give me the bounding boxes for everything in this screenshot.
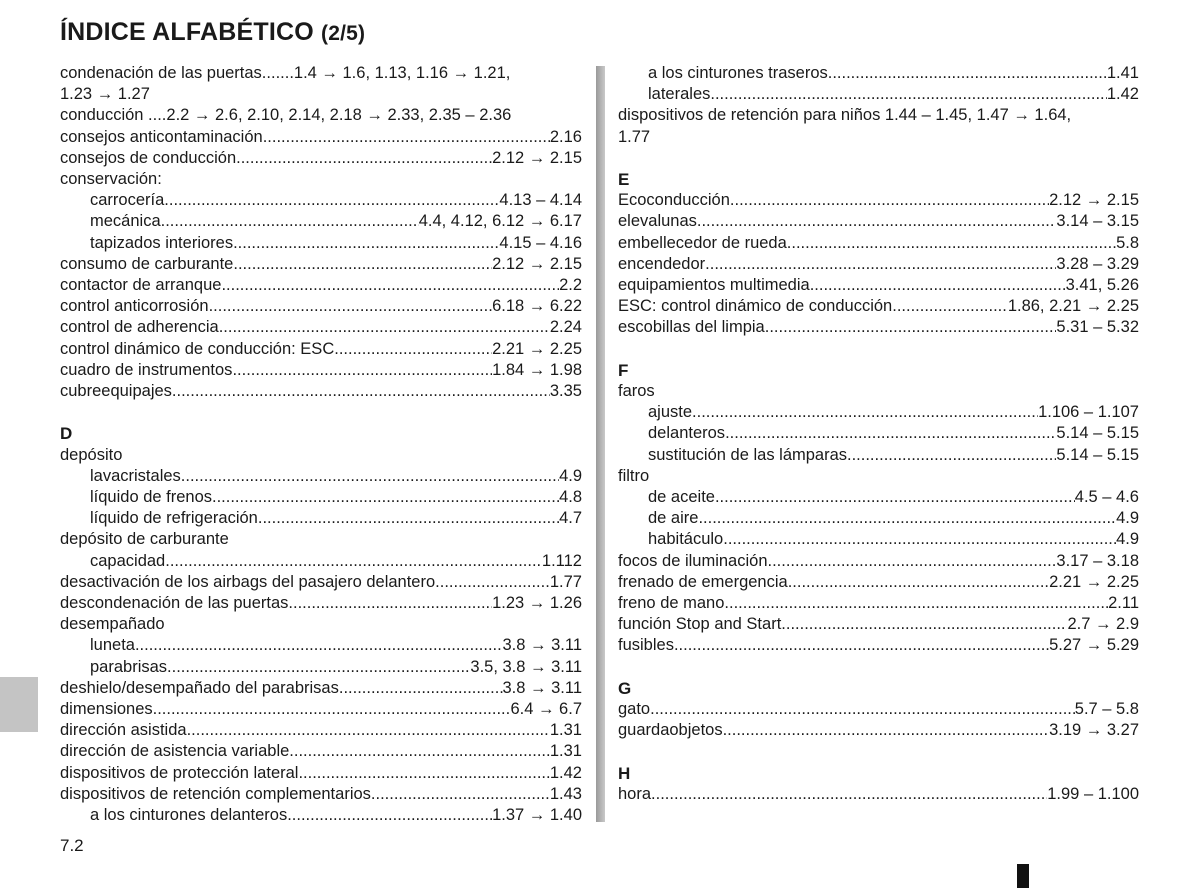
entry-label: contactor de arranque xyxy=(60,276,222,295)
index-entry xyxy=(60,254,582,275)
entry-pages: 1.31 xyxy=(549,742,582,761)
print-mark xyxy=(1017,864,1029,888)
index-entry xyxy=(618,275,1139,296)
dot-leader xyxy=(723,529,1116,550)
entry-pages: 1.106 – 1.107 xyxy=(1038,403,1139,422)
entry-label: líquido de refrigeración xyxy=(90,509,258,528)
entry-pages: 1.42 xyxy=(1106,85,1139,104)
entry-pages: 2.12 → 2.15 xyxy=(1049,191,1139,210)
entry-label: delanteros xyxy=(648,424,726,443)
index-subentry xyxy=(60,805,582,826)
dot-leader xyxy=(723,720,1050,741)
index-entry xyxy=(60,572,582,593)
entry-label: carrocería xyxy=(90,191,165,210)
entry-label: dispositivos de protección lateral xyxy=(60,763,299,782)
entry-pages: 1.86, 2.21 → 2.25 xyxy=(1007,297,1139,316)
entry-label: luneta xyxy=(90,636,135,655)
index-entry xyxy=(618,296,1139,317)
index-heading: depósito xyxy=(60,445,123,464)
dot-leader xyxy=(651,784,1047,805)
entry-label: tapizados interiores xyxy=(90,233,234,252)
index-subentry xyxy=(60,190,582,211)
entry-pages: 1.77 xyxy=(549,572,582,591)
index-entry xyxy=(618,635,1139,656)
entry-pages: 2.21 → 2.25 xyxy=(492,339,582,358)
dot-leader xyxy=(788,572,1049,593)
dot-leader xyxy=(435,572,550,593)
index-heading: desempañado xyxy=(60,615,165,634)
entry-label: líquido de frenos xyxy=(90,488,213,507)
dot-leader xyxy=(219,317,550,338)
entry-label: dimensiones xyxy=(60,700,153,719)
section-letter: H xyxy=(618,763,631,783)
dot-leader xyxy=(810,275,1066,296)
entry-label: deshielo/desempañado del parabrisas xyxy=(60,678,339,697)
entry-pages: 3.19 → 3.27 xyxy=(1049,721,1139,740)
entry-pages: 3.17 – 3.18 xyxy=(1056,551,1139,570)
dot-leader xyxy=(233,233,499,254)
entry-pages: 5.14 – 5.15 xyxy=(1056,445,1139,464)
entry-label: elevalunas xyxy=(618,212,697,231)
index-column-right xyxy=(618,63,1139,805)
dot-leader xyxy=(339,678,503,699)
index-heading: faros xyxy=(618,382,655,401)
dot-leader xyxy=(650,699,1075,720)
entry-pages: 1.84 → 1.98 xyxy=(492,360,582,379)
index-subentry xyxy=(60,551,582,572)
page-title xyxy=(60,18,365,47)
dot-leader xyxy=(334,339,492,360)
dot-leader xyxy=(232,360,492,381)
entry-pages: 5.27 → 5.29 xyxy=(1049,636,1139,655)
section-gap xyxy=(618,657,1139,678)
entry-label: hora xyxy=(618,784,652,803)
entry-pages: 4.13 – 4.14 xyxy=(499,191,582,210)
index-entry xyxy=(60,275,582,296)
entry-pages: 4.9 xyxy=(1116,509,1139,528)
entry-pages: 3.28 – 3.29 xyxy=(1056,254,1139,273)
entry-pages: 2.12 → 2.15 xyxy=(492,148,582,167)
entry-label: gato xyxy=(618,700,651,719)
dot-leader xyxy=(258,508,559,529)
entry-pages: 2.24 xyxy=(549,318,582,337)
entry-label: mecánica xyxy=(90,212,161,231)
entry-label: ajuste xyxy=(648,403,693,422)
index-heading: filtro xyxy=(618,466,650,485)
index-entry xyxy=(618,551,1139,572)
dot-leader xyxy=(161,211,419,232)
index-title: ÍNDICE ALFABÉTICO xyxy=(60,18,314,46)
entry-label: desactivación de los airbags del pasajero delantero xyxy=(60,572,436,591)
index-subentry xyxy=(618,508,1139,529)
entry-pages: 4.4, 4.12, 6.12 → 6.17 xyxy=(418,212,582,231)
index-subentry xyxy=(618,402,1139,423)
dot-leader xyxy=(263,127,550,148)
entry-label: freno de mano xyxy=(618,594,725,613)
dot-leader xyxy=(692,402,1038,423)
entry-label: guardaobjetos xyxy=(618,721,723,740)
index-entry xyxy=(60,720,582,741)
section-letter: E xyxy=(618,170,630,189)
index-part: (2/5) xyxy=(321,22,366,45)
index-entry xyxy=(60,381,582,402)
entry-label: habitáculo xyxy=(648,530,724,549)
dot-leader xyxy=(730,190,1049,211)
index-entry xyxy=(618,720,1139,741)
index-entry xyxy=(60,339,582,360)
index-entry xyxy=(618,317,1139,338)
entry-pages: 1.41 xyxy=(1106,64,1139,82)
entry-pages: 6.18 → 6.22 xyxy=(492,297,582,316)
entry-pages: 5.14 – 5.15 xyxy=(1056,424,1139,443)
entry-label: control de adherencia xyxy=(60,318,219,337)
entry-label: cuadro de instrumentos xyxy=(60,360,233,379)
dot-leader xyxy=(288,593,492,614)
entry-pages: 5.8 xyxy=(1116,233,1139,252)
index-heading: depósito de carburante xyxy=(60,530,229,549)
index-entry xyxy=(618,572,1139,593)
entry-label: escobillas del limpia xyxy=(618,318,765,337)
entry-label: frenado de emergencia xyxy=(618,572,788,591)
index-entry-wrapped: dispositivos de retención para niños 1.44 – 1.45, 1.47 → 1.64, xyxy=(618,106,1072,125)
dot-leader xyxy=(697,211,1057,232)
index-entry-wrapped: condenación de las puertas.......1.4 → 1.6, 1.13, 1.16 → 1.21, xyxy=(60,64,511,82)
dot-leader xyxy=(674,635,1049,656)
entry-pages: 2.7 → 2.9 xyxy=(1067,615,1139,634)
entry-label: consumo de carburante xyxy=(60,254,234,273)
dot-leader xyxy=(698,508,1116,529)
page-number: 7.2 xyxy=(60,836,84,855)
dot-leader xyxy=(289,741,550,762)
entry-label: de aire xyxy=(648,509,699,528)
index-entry xyxy=(60,741,582,762)
chapter-tab xyxy=(0,677,38,732)
entry-label: consejos anticontaminación xyxy=(60,127,263,146)
index-entry xyxy=(60,360,582,381)
index-entry xyxy=(60,678,582,699)
dot-leader xyxy=(165,551,542,572)
index-entry xyxy=(618,614,1139,635)
entry-label: Ecoconducción xyxy=(618,191,730,210)
entry-pages: 4.8 xyxy=(559,488,582,507)
entry-pages: 2.11 xyxy=(1108,594,1139,613)
index-subentry xyxy=(60,233,582,254)
entry-pages: 2.21 → 2.25 xyxy=(1049,572,1139,591)
index-entry xyxy=(60,148,582,169)
dot-leader xyxy=(724,593,1108,614)
dot-leader xyxy=(710,84,1107,105)
index-heading: conducción ....2.2 → 2.6, 2.10, 2.14, 2.18 → 2.33, 2.35 – 2.36 xyxy=(60,106,512,125)
entry-label: a los cinturones traseros xyxy=(648,64,828,82)
index-entry xyxy=(60,127,582,148)
dot-leader xyxy=(153,699,511,720)
index-subentry xyxy=(618,84,1139,105)
dot-leader xyxy=(828,63,1107,84)
entry-pages: 4.9 xyxy=(559,466,582,485)
index-column-left xyxy=(60,63,582,826)
index-heading: conservación: xyxy=(60,170,162,189)
dot-leader xyxy=(212,487,559,508)
dot-leader xyxy=(298,763,549,784)
entry-pages: 1.31 xyxy=(549,721,582,740)
entry-pages: 3.14 – 3.15 xyxy=(1056,212,1139,231)
entry-pages: 1.37 → 1.40 xyxy=(492,806,582,825)
dot-leader xyxy=(236,148,492,169)
index-entry xyxy=(60,593,582,614)
entry-label: encendedor xyxy=(618,254,706,273)
dot-leader xyxy=(287,805,492,826)
dot-leader xyxy=(164,190,499,211)
section-gap xyxy=(618,741,1139,762)
entry-pages: 4.9 xyxy=(1116,530,1139,549)
entry-label: control anticorrosión xyxy=(60,297,209,316)
dot-leader xyxy=(787,233,1116,254)
entry-label: dirección asistida xyxy=(60,721,187,740)
index-entry xyxy=(618,190,1139,211)
entry-label: dirección de asistencia variable xyxy=(60,742,290,761)
entry-pages: 4.5 – 4.6 xyxy=(1074,488,1139,507)
index-entry xyxy=(618,699,1139,720)
entry-label: focos de iluminación xyxy=(618,551,768,570)
entry-pages: 5.7 – 5.8 xyxy=(1074,700,1139,719)
dot-leader xyxy=(715,487,1075,508)
dot-leader xyxy=(221,275,559,296)
index-subentry xyxy=(60,466,582,487)
section-letter: F xyxy=(618,360,629,380)
entry-pages: 1.42 xyxy=(549,763,582,782)
entry-label: parabrisas xyxy=(90,657,168,676)
index-entry xyxy=(60,784,582,805)
dot-leader xyxy=(172,381,550,402)
dot-leader xyxy=(725,423,1056,444)
entry-label: fusibles xyxy=(618,636,674,655)
index-subentry xyxy=(618,487,1139,508)
index-entry xyxy=(60,296,582,317)
index-subentry xyxy=(60,487,582,508)
index-entry xyxy=(60,763,582,784)
section-letter: D xyxy=(60,424,73,444)
index-heading: 1.77 xyxy=(618,127,651,146)
dot-leader xyxy=(187,720,550,741)
entry-label: lavacristales xyxy=(90,466,181,485)
index-subentry xyxy=(618,423,1139,444)
entry-pages: 2.12 → 2.15 xyxy=(492,254,582,273)
dot-leader xyxy=(371,784,550,805)
entry-label: consejos de conducción xyxy=(60,148,237,167)
dot-leader xyxy=(892,296,1008,317)
entry-label: cubreequipajes xyxy=(60,382,172,401)
dot-leader xyxy=(847,445,1056,466)
section-gap xyxy=(618,148,1139,169)
entry-pages: 4.7 xyxy=(559,509,582,528)
section-gap xyxy=(618,339,1139,360)
index-subentry xyxy=(618,529,1139,550)
index-subentry xyxy=(618,445,1139,466)
entry-label: ESC: control dinámico de conducción xyxy=(618,297,893,316)
entry-pages: 3.5, 3.8 → 3.11 xyxy=(470,657,582,676)
entry-label: capacidad xyxy=(90,551,166,570)
column-divider xyxy=(596,66,605,822)
dot-leader xyxy=(233,254,492,275)
entry-pages: 1.99 – 1.100 xyxy=(1047,784,1139,803)
index-entry xyxy=(618,211,1139,232)
section-letter: G xyxy=(618,678,632,698)
entry-pages: 1.112 xyxy=(541,551,582,570)
entry-pages: 4.15 – 4.16 xyxy=(499,233,582,252)
dot-leader xyxy=(167,657,470,678)
entry-pages: 3.35 xyxy=(549,382,582,401)
index-heading: 1.23 → 1.27 xyxy=(60,85,150,104)
index-subentry xyxy=(60,508,582,529)
dot-leader xyxy=(705,254,1056,275)
entry-label: sustitución de las lámparas xyxy=(648,445,848,464)
dot-leader xyxy=(209,296,493,317)
index-subentry xyxy=(618,63,1139,84)
dot-leader xyxy=(765,317,1057,338)
dot-leader xyxy=(135,635,503,656)
entry-pages: 3.8 → 3.11 xyxy=(502,678,582,697)
entry-label: embellecedor de rueda xyxy=(618,233,787,252)
entry-label: equipamientos multimedia xyxy=(618,276,810,295)
index-entry xyxy=(60,317,582,338)
entry-pages: 1.43 xyxy=(549,784,582,803)
entry-pages: 2.2 xyxy=(559,276,582,295)
dot-leader xyxy=(181,466,559,487)
entry-pages: 3.41, 5.26 xyxy=(1065,276,1139,295)
entry-label: dispositivos de retención complementarios xyxy=(60,784,371,803)
index-entry xyxy=(618,784,1139,805)
index-entry xyxy=(618,593,1139,614)
entry-label: función Stop and Start xyxy=(618,615,782,634)
index-subentry xyxy=(60,211,582,232)
dot-leader xyxy=(768,551,1057,572)
index-entry xyxy=(60,699,582,720)
entry-pages: 2.16 xyxy=(549,127,582,146)
entry-pages: 3.8 → 3.11 xyxy=(502,636,582,655)
index-subentry xyxy=(60,657,582,678)
section-gap xyxy=(60,402,582,423)
entry-pages: 6.4 → 6.7 xyxy=(510,700,582,719)
entry-pages: 5.31 – 5.32 xyxy=(1056,318,1139,337)
index-subentry xyxy=(60,635,582,656)
entry-label: de aceite xyxy=(648,488,715,507)
entry-label: control dinámico de conducción: ESC xyxy=(60,339,335,358)
entry-label: laterales xyxy=(648,85,711,104)
entry-label: a los cinturones delanteros xyxy=(90,806,288,825)
index-entry xyxy=(618,254,1139,275)
dot-leader xyxy=(781,614,1067,635)
index-entry xyxy=(618,233,1139,254)
entry-pages: 1.23 → 1.26 xyxy=(492,594,582,613)
entry-label: descondenación de las puertas xyxy=(60,594,289,613)
